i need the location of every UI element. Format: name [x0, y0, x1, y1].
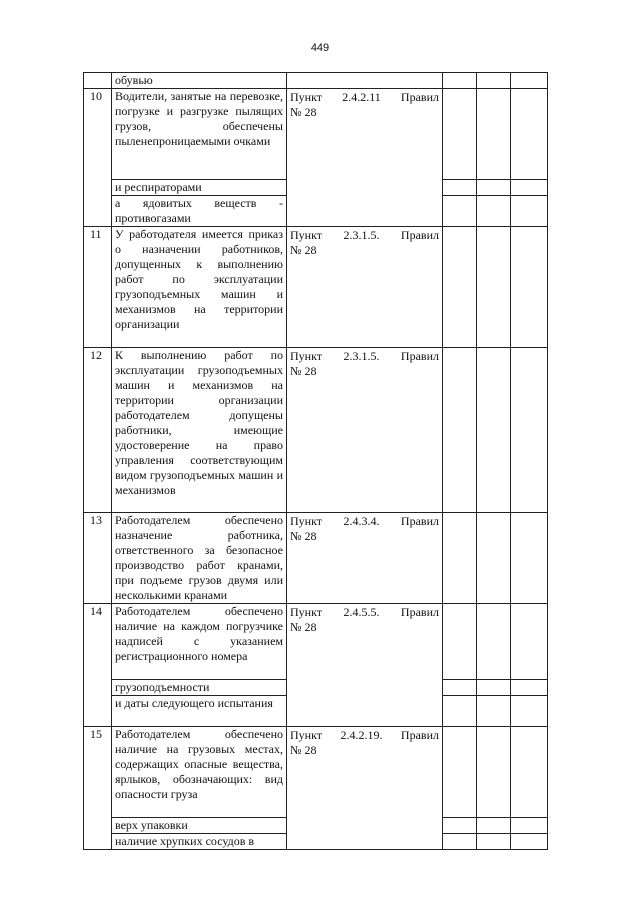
requirement-cell: У работодателя имеется приказ о назначении работников, допущенных к выполнению работ по эксплуатации грузоподъемных машин и механизмов на территории организации	[112, 227, 287, 348]
requirement-cell: Работодателем обеспечено наличие на грузовых местах, содержащих опасные вещества, ярлыков, обозначающих: вид опасности груза	[112, 727, 287, 818]
answer-cell	[443, 89, 477, 180]
answer-cell	[443, 680, 477, 696]
table-row	[84, 89, 548, 180]
answer-cell	[477, 513, 511, 604]
requirement-cell: и респираторами	[112, 180, 287, 196]
ref-doc-number: № 28	[290, 105, 317, 119]
requirement-cell: Работодателем обеспечено назначение работника, ответственного за безопасное производство работ кранами, при подъеме грузов двумя или несколькими кранами	[112, 513, 287, 604]
ref-number: 2.3.1.5.	[343, 349, 380, 363]
reference-cell	[287, 513, 443, 604]
answer-cell	[477, 227, 511, 348]
ref-rules: Правил	[400, 90, 439, 104]
answer-cell	[511, 513, 548, 604]
ref-point: Пункт	[290, 90, 323, 104]
ref-point: Пункт	[290, 728, 323, 742]
answer-cell	[511, 180, 548, 196]
table-row	[84, 727, 548, 818]
row-number: 10	[84, 89, 112, 227]
answer-cell	[511, 227, 548, 348]
ref-number: 2.4.2.19.	[340, 728, 383, 742]
requirement-cell: обувью	[112, 73, 287, 89]
ref-point: Пункт	[290, 349, 323, 363]
requirement-cell: верх упаковки	[112, 818, 287, 834]
ref-rules: Правил	[400, 514, 439, 528]
ref-rules: Правил	[400, 728, 439, 742]
answer-cell	[477, 604, 511, 680]
row-number: 13	[84, 513, 112, 604]
answer-cell	[443, 696, 477, 727]
table-row	[84, 513, 548, 604]
answer-cell	[443, 604, 477, 680]
ref-doc-number: № 28	[290, 243, 317, 257]
table-row	[84, 348, 548, 513]
answer-cell	[477, 196, 511, 227]
answer-cell	[511, 818, 548, 834]
answer-cell	[477, 680, 511, 696]
answer-cell	[511, 89, 548, 180]
answer-cell	[511, 680, 548, 696]
answer-cell	[511, 696, 548, 727]
answer-cell	[443, 180, 477, 196]
ref-point: Пункт	[290, 514, 323, 528]
page-number: 449	[310, 42, 330, 54]
requirement-cell: грузоподъемности	[112, 680, 287, 696]
answer-cell	[511, 196, 548, 227]
requirement-cell: а ядовитых веществ - противогазами	[112, 196, 287, 227]
reference-cell	[287, 727, 443, 850]
answer-cell	[477, 818, 511, 834]
answer-cell	[443, 727, 477, 818]
ref-doc-number: № 28	[290, 529, 317, 543]
answer-cell	[443, 818, 477, 834]
table-row	[84, 604, 548, 680]
requirement-cell: наличие хрупких сосудов в	[112, 834, 287, 850]
answer-cell	[511, 73, 548, 89]
answer-cell	[477, 834, 511, 850]
answer-cell	[511, 727, 548, 818]
row-number: 12	[84, 348, 112, 513]
reference-cell	[287, 604, 443, 727]
requirement-cell: Водители, занятые на перевозке, погрузке и разгрузке пылящих грузов, обеспечены пыленепроницаемыми очками	[112, 89, 287, 180]
ref-point: Пункт	[290, 605, 323, 619]
answer-cell	[443, 834, 477, 850]
checklist-table	[83, 72, 548, 850]
answer-cell	[477, 727, 511, 818]
ref-doc-number: № 28	[290, 743, 317, 757]
table-row	[84, 227, 548, 348]
answer-cell	[511, 834, 548, 850]
answer-cell	[477, 348, 511, 513]
requirement-cell: К выполнению работ по эксплуатации грузоподъемных машин и механизмов на территории организации работодателем допущены работники, имеющие удостоверение на право управления соответствующим видом грузоподъемных машин и механизмов	[112, 348, 287, 513]
table-row	[84, 73, 548, 89]
answer-cell	[443, 227, 477, 348]
ref-number: 2.4.2.11	[342, 90, 381, 104]
answer-cell	[477, 696, 511, 727]
answer-cell	[443, 513, 477, 604]
ref-point: Пункт	[290, 228, 323, 242]
reference-cell	[287, 73, 443, 89]
answer-cell	[477, 89, 511, 180]
ref-doc-number: № 28	[290, 620, 317, 634]
row-number: 15	[84, 727, 112, 850]
requirement-cell: и даты следующего испытания	[112, 696, 287, 727]
answer-cell	[477, 180, 511, 196]
ref-number: 2.4.3.4.	[343, 514, 380, 528]
requirement-cell: Работодателем обеспечено наличие на каждом погрузчике надписей с указанием регистрационного номера	[112, 604, 287, 680]
reference-cell	[287, 348, 443, 513]
number-cell	[84, 73, 112, 89]
reference-cell	[287, 89, 443, 227]
answer-cell	[443, 348, 477, 513]
answer-cell	[511, 348, 548, 513]
ref-doc-number: № 28	[290, 364, 317, 378]
row-number: 11	[84, 227, 112, 348]
ref-rules: Правил	[400, 228, 439, 242]
ref-rules: Правил	[400, 605, 439, 619]
ref-number: 2.3.1.5.	[343, 228, 380, 242]
answer-cell	[511, 604, 548, 680]
ref-rules: Правил	[400, 349, 439, 363]
answer-cell	[477, 73, 511, 89]
reference-cell	[287, 227, 443, 348]
ref-number: 2.4.5.5.	[343, 605, 380, 619]
answer-cell	[443, 196, 477, 227]
answer-cell	[443, 73, 477, 89]
row-number: 14	[84, 604, 112, 727]
